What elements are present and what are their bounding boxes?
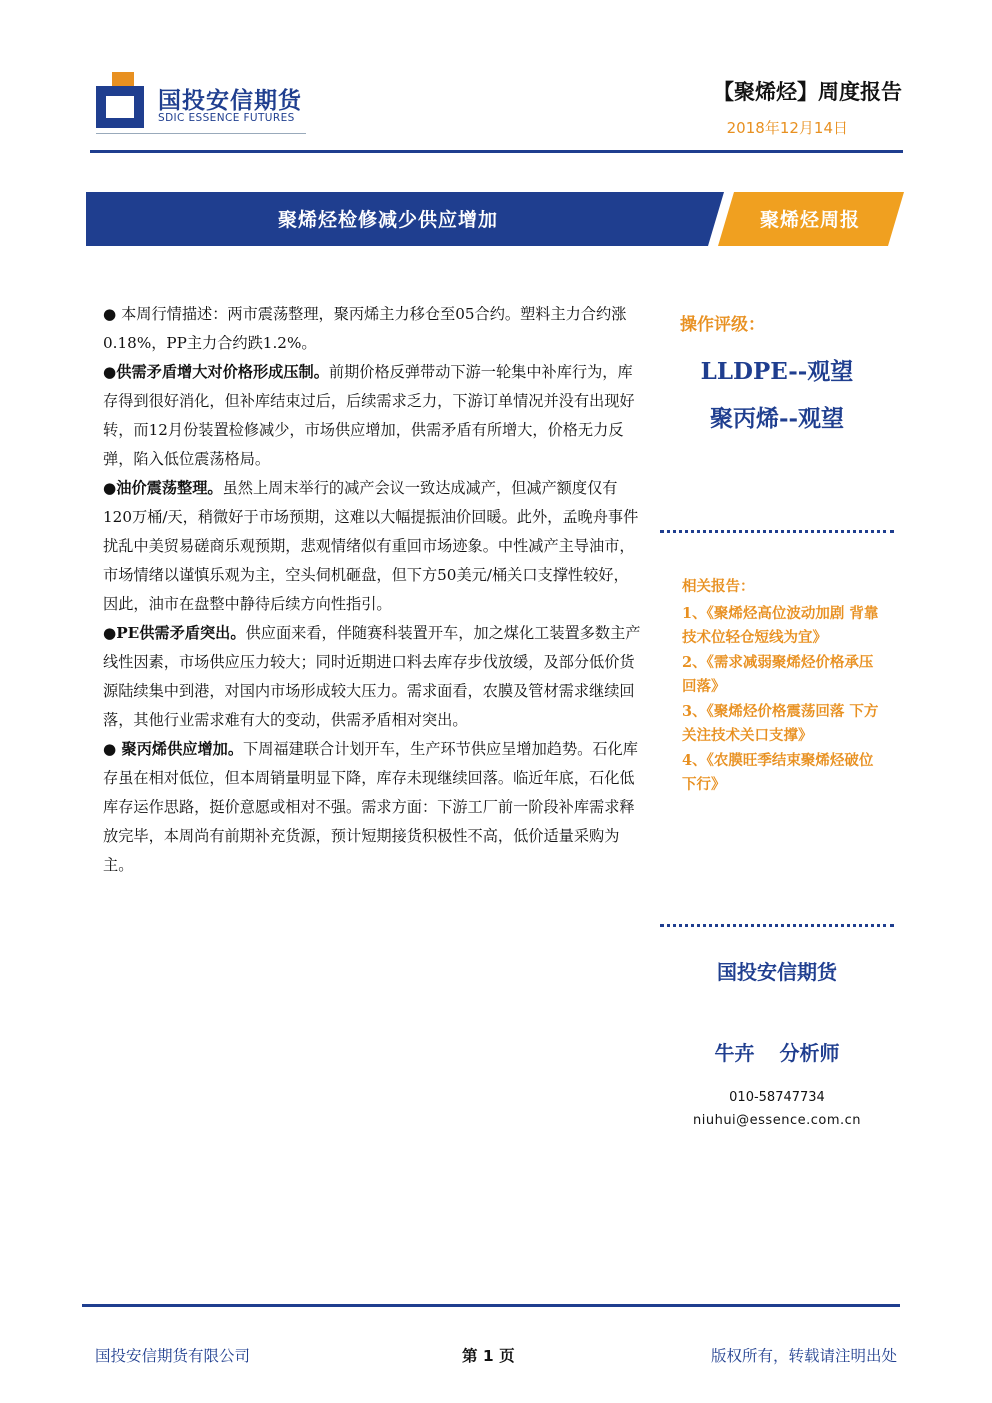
- rating-label: 操作评级：: [680, 315, 765, 335]
- logo-mark-icon: [96, 72, 152, 128]
- page-number: 第 1 页: [462, 1347, 515, 1365]
- report-type: 【聚烯烃】周度报告: [713, 80, 902, 104]
- analyst-phone: 010-58747734: [729, 1090, 825, 1105]
- related-reports: [682, 575, 882, 798]
- analyst-email[interactable]: niuhui@essence.com.cn: [692, 1113, 862, 1128]
- logo-underline: [96, 133, 306, 134]
- body-paragraph: [103, 300, 643, 358]
- related-report-link[interactable]: 2、《需求减弱聚烯烃价格承压回落》: [682, 653, 874, 695]
- company-logo: [96, 72, 306, 134]
- rating-pp: 聚丙烯--观望: [709, 405, 845, 432]
- report-series-tag: 聚烯烃周报: [760, 209, 861, 231]
- paragraph-lead: ● 聚丙烯供应增加。: [103, 740, 244, 758]
- paragraph-text: 下周福建联合计划开车，生产环节供应呈增加趋势。石化库存虽在相对低位，但本周销量明显下降，库存未现继续回落。临近年底，石化低库存运作思路，挺价意愿或相对不强。需求方面：下游工厂前一阶段补库需求释放完毕，本周尚有前期补充货源，预计短期接货积极性不高，低价适量采购为主。: [103, 740, 638, 874]
- report-body: [103, 300, 643, 880]
- paragraph-lead: ●供需矛盾增大对价格形成压制。: [103, 363, 329, 381]
- analyst-name: 牛卉 分析师: [714, 1041, 840, 1065]
- paragraph-text: 前期价格反弹带动下游一轮集中补库行为，库存得到很好消化，但补库结束过后，后续需求乏力，下游订单情况并没有出现好转，而12月份装置检修减少，市场供应增加，供需矛盾有所增大，价格无力反弹，陷入低位震荡格局。: [103, 363, 635, 468]
- footer-company: 国投安信期货有限公司: [95, 1347, 251, 1365]
- sidebar-divider: [660, 530, 894, 533]
- paragraph-lead: ●油价震荡整理。: [103, 479, 223, 497]
- logo-text-cn: 国投安信期货: [158, 88, 302, 114]
- related-reports-heading: 相关报告：: [682, 578, 755, 595]
- header-divider: [90, 150, 903, 153]
- logo-text-en: SDIC ESSENCE FUTURES: [158, 112, 295, 124]
- related-report-link[interactable]: 1、《聚烯烃高位波动加剧 背靠技术位轻仓短线为宜》: [682, 604, 879, 646]
- related-report-link[interactable]: 4、《农膜旺季结束聚烯烃破位下行》: [682, 751, 874, 793]
- report-title: 聚烯烃检修减少供应增加: [278, 209, 499, 231]
- paragraph-text: 供应面来看，伴随赛科装置开车，加之煤化工装置多数主产线性因素，市场供应压力较大；同时近期进口料去库存步伐放缓，及部分低价货源陆续集中到港，对国内市场形成较大压力。需求面看，农膜及管材需求继续回落，其他行业需求难有大的变动，供需矛盾相对突出。: [103, 624, 641, 729]
- footer-copyright: 版权所有，转载请注明出处: [710, 1347, 897, 1365]
- report-date: 2018年12月14日: [726, 119, 848, 137]
- body-paragraph: [103, 619, 643, 735]
- rating-lldpe: LLDPE--观望: [700, 358, 854, 385]
- paragraph-text: 虽然上周末举行的减产会议一致达成减产，但减产额度仅有120万桶/天，稍微好于市场预期，这难以大幅提振油价回暖。此外，孟晚舟事件扰乱中美贸易磋商乐观预期，悲观情绪似有重回市场迹象。中性减产主导油市，市场情绪以谨慎乐观为主，空头伺机砸盘，但下方50美元/桶关口支撑性较好，因此，油市在盘整中静待后续方向性指引。: [103, 479, 639, 613]
- paragraph-lead: ●PE供需矛盾突出。: [103, 624, 246, 642]
- body-paragraph: [103, 735, 643, 880]
- body-paragraph: [103, 358, 643, 474]
- related-report-link[interactable]: 3、《聚烯烃价格震荡回落 下方关注技术关口支撑》: [682, 702, 879, 744]
- sidebar-divider: [660, 924, 894, 927]
- sidebar-org-name: 国投安信期货: [717, 960, 837, 984]
- footer-divider: [82, 1304, 900, 1307]
- paragraph-text: ● 本周行情描述：两市震荡整理，聚丙烯主力移仓至05合约。塑料主力合约涨0.18%，PP主力合约跌1.2%。: [103, 305, 627, 352]
- body-paragraph: [103, 474, 643, 619]
